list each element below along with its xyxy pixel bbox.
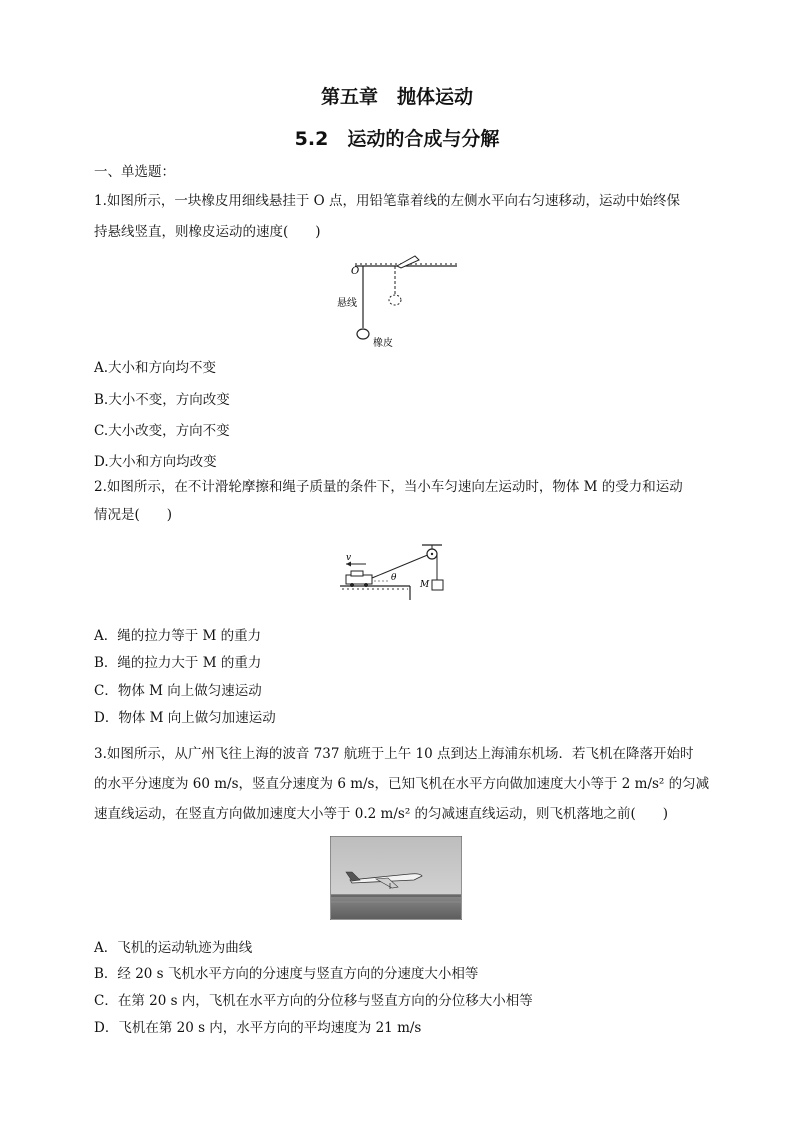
- label-v: v: [346, 553, 352, 563]
- q1-option-c: C.大小改变，方向不变: [94, 423, 230, 439]
- q3-stem-line1: 3.如图所示，从广州飞往上海的波音 737 航班于上午 10 点到达上海浦东机场．若飞机在降落开始时: [94, 746, 694, 762]
- q1-stem-line2: 持悬线竖直，则橡皮运动的速度( ): [94, 224, 321, 240]
- q2-figure: [338, 540, 450, 602]
- q3-option-b: B．经 20 s 飞机水平方向的分速度与竖直方向的分速度大小相等: [94, 966, 479, 982]
- q2-option-d: D．物体 M 向上做匀加速运动: [94, 710, 276, 726]
- cart-top: [351, 571, 363, 576]
- q3-stem-line3: 速直线运动，在竖直方向做加速度大小等于 0.2 m/s² 的匀减速直线运动，则飞机落地之前( ): [94, 806, 669, 822]
- q3-stem-line2: 的水平分速度为 60 m/s，竖直分速度为 6 m/s，已知飞机在水平方向做加速度大小等于 2 m/s² 的匀减: [94, 776, 710, 792]
- q3-option-a: A．飞机的运动轨迹为曲线: [94, 940, 253, 956]
- q2-option-a: A．绳的拉力等于 M 的重力: [94, 628, 262, 644]
- q2-stem-line1: 2.如图所示，在不计滑轮摩擦和绳子质量的条件下，当小车匀速向左运动时，物体 M 的受力和运动: [94, 479, 683, 495]
- label-o: O: [351, 266, 360, 277]
- label-eraser: 橡皮: [373, 338, 393, 349]
- q3-option-d: D．飞机在第 20 s 内，水平方向的平均速度为 21 m/s: [94, 1020, 422, 1036]
- q1-figure: [335, 254, 465, 350]
- q2-option-b: B．绳的拉力大于 M 的重力: [94, 655, 262, 671]
- label-theta: θ: [391, 573, 397, 583]
- cart-wheel-right: [364, 583, 368, 587]
- q1-option-b: B.大小不变，方向改变: [94, 392, 230, 408]
- q2-option-c: C．物体 M 向上做匀速运动: [94, 683, 262, 699]
- mass-block: [432, 580, 443, 590]
- label-m: M: [420, 580, 430, 590]
- chapter-title: 第五章 抛体运动: [320, 86, 473, 108]
- q2-stem-line2: 情况是( ): [94, 507, 173, 523]
- airplane-photo: [330, 836, 462, 920]
- q1-option-d: D.大小和方向均改变: [94, 454, 217, 470]
- section-label: 一、单选题：: [94, 164, 175, 180]
- cart-wheel-left: [350, 583, 354, 587]
- section-title: 5.2 运动的合成与分解: [294, 128, 500, 150]
- rope-slanted: [372, 554, 430, 578]
- label-thread: 悬线: [337, 298, 357, 309]
- photo-ground: [331, 894, 461, 919]
- pulley-center: [431, 553, 433, 555]
- eraser-shape: [357, 329, 369, 339]
- dashed-eraser: [389, 295, 401, 305]
- q1-option-a: A.大小和方向均不变: [94, 360, 217, 376]
- q1-stem-line1: 1.如图所示，一块橡皮用细线悬挂于 O 点，用铅笔靠着线的左侧水平向右匀速移动，运动中始终保: [94, 193, 681, 209]
- q3-option-c: C．在第 20 s 内，飞机在水平方向的分位移与竖直方向的分位移大小相等: [94, 993, 533, 1009]
